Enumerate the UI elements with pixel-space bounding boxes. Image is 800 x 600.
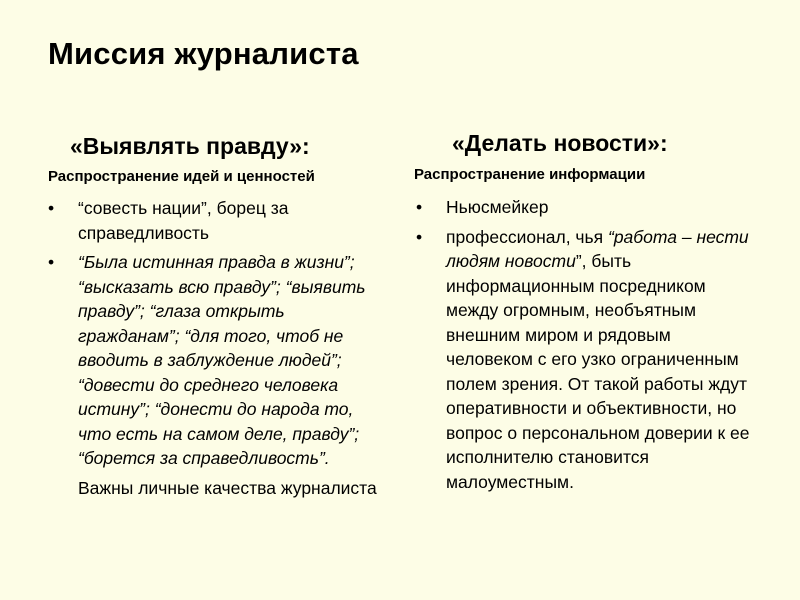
list-item [48, 250, 390, 471]
item-text: “совесть нации”, борец за справедливость [78, 198, 289, 243]
left-column-heading: «Выявлять правду»: [70, 133, 310, 159]
item-text-start: профессионал, чья [446, 226, 608, 247]
left-column-subheading: Распространение идей и ценностей [48, 168, 315, 185]
item-text: “Была истинная правда в жизни”; “высказать всю правду”; “выявить правду”; “глаза открыть гражданам”; “для того, чтоб не вводить в заблуждение людей”; “довести до среднего человека истину”; “донести до народа то, что есть на самом деле, правду”; “борется за справедливость”. [78, 252, 366, 468]
slide-title: Миссия журналиста [48, 36, 359, 71]
right-column-heading: «Делать новости»: [452, 130, 668, 156]
left-bullet-list [48, 196, 390, 500]
right-column-subheading: Распространение информации [414, 166, 646, 183]
bullet-icon: • [416, 226, 423, 247]
bullet-icon: • [416, 197, 423, 217]
item-text: Ньюсмейкер [446, 197, 549, 217]
item-text-quote: “работа – нести людям новости [446, 226, 749, 271]
item-text-end: ”, быть информационным посредником между огромным, необъятным внешним миром и рядовым человеком с его узко ограниченным полем зрения. От такой работы ждут оперативности и объективности, но вопрос о персональном доверии к ее исполнителю становится малоуместным. [446, 251, 750, 492]
list-item [416, 195, 751, 220]
right-bullet-list [416, 195, 751, 499]
left-note: Важны личные качества журналиста [78, 477, 377, 498]
bullet-icon: • [48, 198, 55, 218]
list-item [48, 196, 390, 245]
bullet-icon: • [48, 252, 55, 272]
list-item [416, 225, 751, 495]
